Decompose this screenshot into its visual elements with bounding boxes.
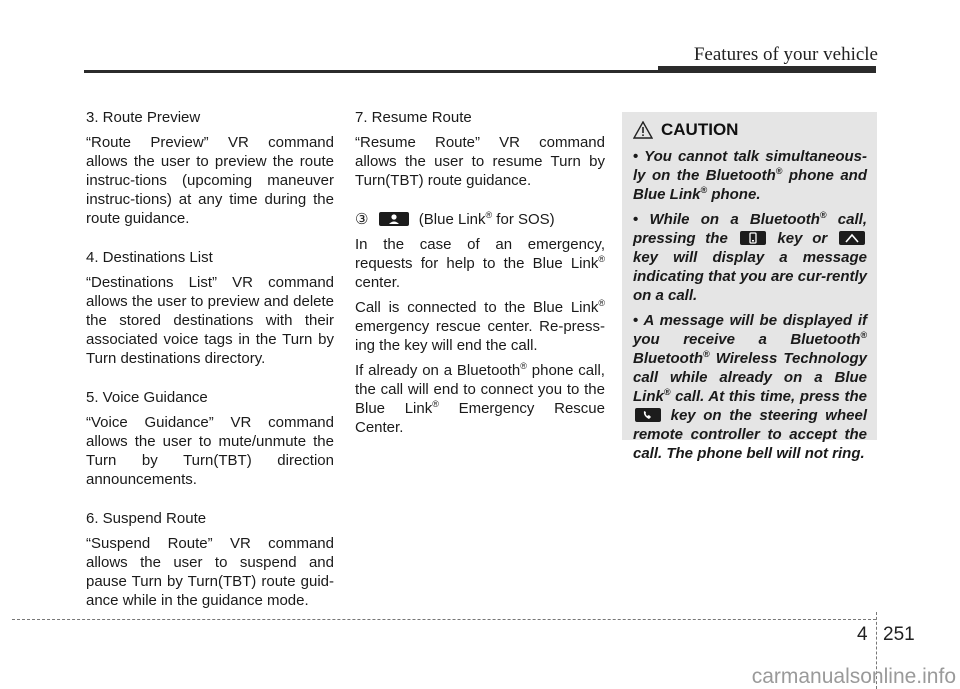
caution-item-on-call: • While on a Bluetooth® call, pressing the key or key will display a message indicating that you are cur-rently on a call.: [633, 210, 867, 304]
caution-title: CAUTION: [661, 120, 739, 139]
header-title: Features of your vehicle: [693, 44, 878, 65]
page-number: 251: [883, 624, 915, 645]
phone-key-icon: [635, 408, 661, 422]
section-body-route-preview: “Route Preview” VR command allows the user to preview the route instruc-tions (upcoming maneuver instruc-tions) at any time during the route guidance.: [86, 134, 334, 227]
watermark: carmanualsonline.info: [751, 665, 956, 688]
caution-item-simultaneous: • You cannot talk simultaneous-ly on the Bluetooth® phone and Blue Link® phone.: [633, 148, 867, 203]
sos-key-line: [355, 210, 605, 229]
sos-key-icon: [379, 212, 409, 226]
column-left: [86, 108, 334, 630]
section-heading-resume-route: 7. Resume Route: [355, 109, 472, 126]
caution-box: [622, 112, 877, 462]
bluetooth-call-paragraph: If already on a Bluetooth® phone call, the call will end to connect you to the Blue Link® Emergency Rescue Center.: [355, 361, 605, 436]
header-rule-accent: [658, 66, 876, 73]
section-heading-suspend-route: 6. Suspend Route: [86, 510, 207, 527]
section-body-suspend-route: “Suspend Route” VR command allows the user to suspend and pause Turn by Turn(TBT) route guid-ance while in the guidance mode.: [86, 535, 334, 609]
warning-triangle-icon: [633, 121, 653, 139]
bluelink-key-icon: [740, 231, 766, 245]
footer-rule: [12, 619, 876, 620]
connection-paragraph: Call is connected to the Blue Link® emergency rescue center. Re-press-ing the key will end the call.: [355, 298, 605, 354]
caution-heading: [633, 120, 867, 140]
hang-up-key-icon: [839, 231, 865, 245]
section-heading-destinations-list: 4. Destinations List: [86, 249, 213, 266]
section-heading-route-preview: 3. Route Preview: [86, 109, 201, 126]
key-number: ③: [355, 211, 369, 228]
emergency-paragraph: In the case of an emergency, requests for help to the Blue Link® center.: [355, 236, 605, 291]
chapter-number: 4: [857, 624, 868, 645]
section-body-destinations-list: “Destinations List” VR command allows the user to preview and delete the stored destinations with their associated voice tags in the Turn by Turn destinations directory.: [86, 274, 334, 367]
caution-list: [633, 147, 867, 463]
sos-key-label: (Blue Link® for SOS): [418, 210, 555, 228]
column-middle: [355, 108, 605, 443]
caution-item-incoming-call: • A message will be displayed if you receive a Bluetooth® Bluetooth® Wireless Technology call while already on a Blue Link® call. At this time, press the key on the steering wheel remote controller to accept the call. The phone bell will not ring.: [633, 312, 867, 462]
section-body-voice-guidance: “Voice Guidance” VR command allows the user to mute/unmute the Turn by Turn(TBT) direction announcements.: [86, 414, 334, 488]
section-heading-voice-guidance: 5. Voice Guidance: [86, 389, 208, 406]
section-body-resume-route: “Resume Route” VR command allows the user to resume Turn by Turn(TBT) route guidance.: [355, 134, 605, 189]
